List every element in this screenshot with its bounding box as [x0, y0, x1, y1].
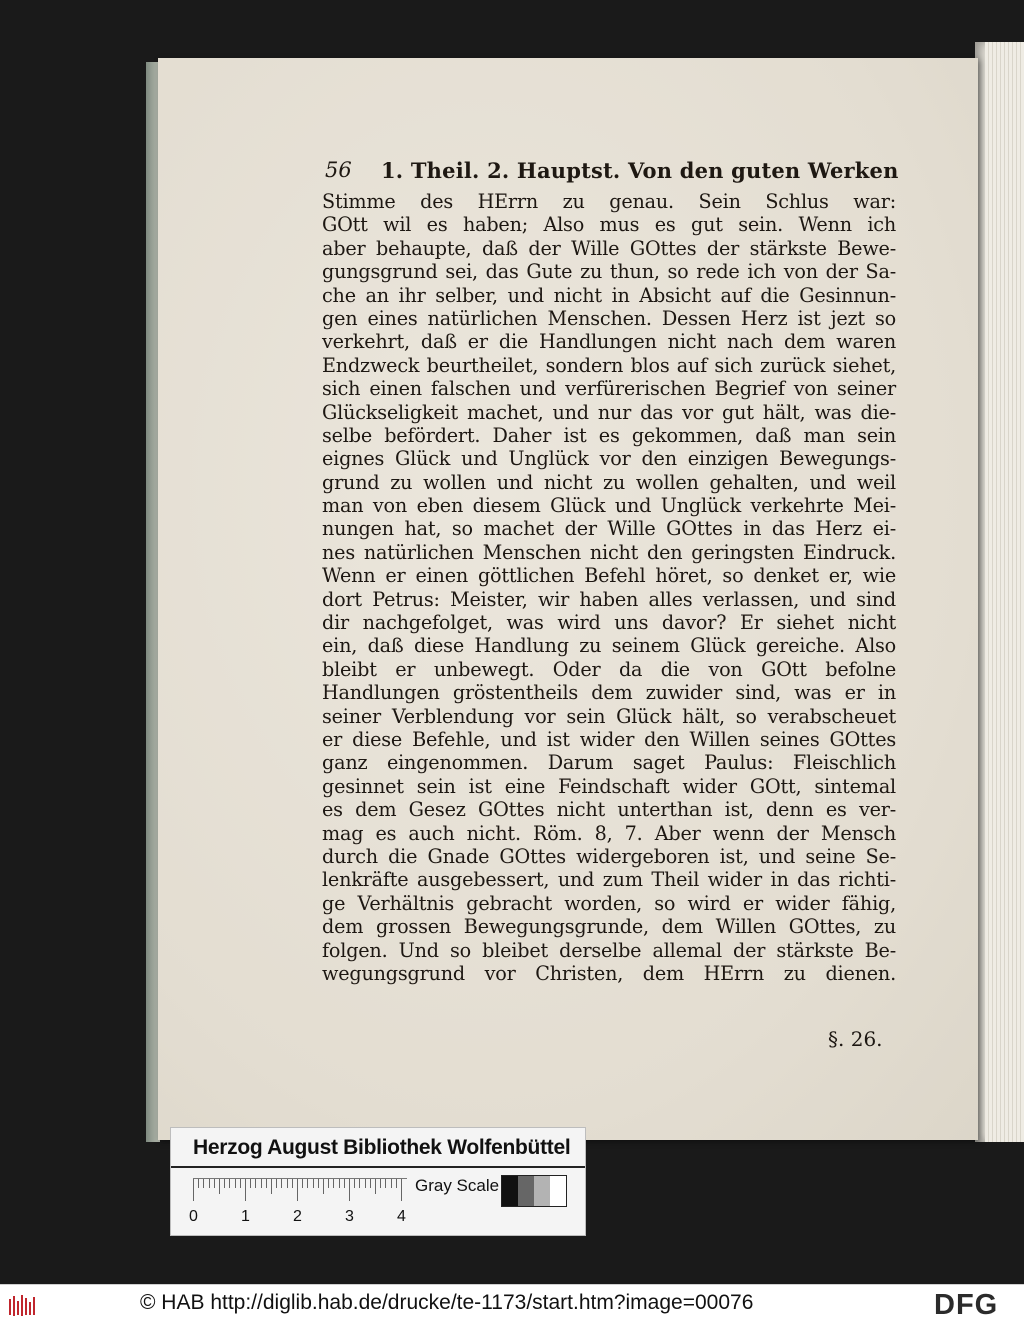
- text-line: ein, daß diese Handlung zu seinem Glück gereiche. Also: [322, 634, 896, 658]
- text-line: gungsgrund sei, das Gute zu thun, so rede ich von der Sa-: [322, 260, 896, 284]
- ruler-tick: [396, 1179, 397, 1188]
- text-line: ge Verhältnis gebracht worden, so wird er wider fähig,: [322, 891, 896, 915]
- text-line: er diese Befehle, und ist wider den Willen seines GOttes: [322, 727, 896, 751]
- ruler-tick: [261, 1179, 262, 1188]
- ruler-tick: [313, 1179, 314, 1188]
- text-line: ganz eingenommen. Darum saget Paulus: Fleischlich: [322, 751, 896, 775]
- text-line: Endzweck beurtheilet, sondern blos auf sich zurück siehet,: [322, 353, 896, 377]
- text-line: che an ihr selber, und nicht in Absicht auf die Gesinnun-: [322, 283, 896, 307]
- ruler-tick: [365, 1179, 366, 1188]
- ruler-tick: [307, 1179, 308, 1188]
- ruler-tick: [344, 1179, 345, 1188]
- text-line: Glückseligkeit machet, und nur das vor gut hält, was die-: [322, 400, 896, 424]
- text-line: dir nachgefolget, was wird uns davor? Er siehet nicht: [322, 611, 896, 635]
- ruler-tick: [235, 1179, 236, 1188]
- text-line: bleibt er unbewegt. Oder da die von GOtt befolne: [322, 657, 896, 681]
- text-line: nungen hat, so machet der Wille GOttes in das Herz ei-: [322, 517, 896, 541]
- text-line: Handlungen gröstentheils dem zuwider sind, was er in: [322, 681, 896, 705]
- ruler-tick: [385, 1179, 386, 1188]
- text-line: Wenn er einen göttlichen Befehl höret, so denket er, wie: [322, 564, 896, 588]
- target-divider: [171, 1166, 585, 1168]
- text-line: selbe befördert. Daher ist es gekommen, daß man sein: [322, 423, 896, 447]
- ruler-label: 0: [189, 1208, 198, 1225]
- running-head-title: 1. Theil. 2. Hauptst. Von den guten Werken: [381, 158, 899, 183]
- book-page-edges: [975, 42, 1024, 1142]
- text-line: durch die Gnade GOttes widergeboren ist, und seine Se-: [322, 844, 896, 868]
- ruler-tick: [318, 1179, 319, 1188]
- ruler-label: 2: [293, 1208, 302, 1225]
- ruler-tick: [229, 1179, 230, 1188]
- ruler-tick: [276, 1179, 277, 1188]
- ruler-label: 1: [241, 1208, 250, 1225]
- color-target-card: [170, 1127, 586, 1236]
- text-line: dort Petrus: Meister, wir haben alles verlassen, und sind: [322, 587, 896, 611]
- gray-patch: [502, 1176, 518, 1206]
- ruler-label: 4: [397, 1208, 406, 1225]
- text-line: es dem Gesez GOttes nicht unterthan ist, denn es ver-: [322, 798, 896, 822]
- text-line: seiner Verblendung vor sein Glück hält, so verabscheuet: [322, 704, 896, 728]
- text-line: eignes Glück und Unglück vor den einzigen Bewegungs-: [322, 447, 896, 471]
- gray-patch: [518, 1176, 534, 1206]
- text-line: man von eben diesem Glück und Unglück verkehrte Mei-: [322, 494, 896, 518]
- copyright-link[interactable]: © HAB http://diglib.hab.de/drucke/te-1173/start.htm?image=00076: [140, 1291, 754, 1314]
- footer-bar: [0, 1284, 1024, 1325]
- text-line: gen eines natürlichen Menschen. Dessen Herz ist jezt so: [322, 306, 896, 330]
- gray-scale-label: Gray Scale: [415, 1176, 500, 1195]
- text-line: verkehrt, daß er die Handlungen nicht nach dem waren: [322, 330, 896, 354]
- text-line: sich einen falschen und verfürerischen Begrief von seiner: [322, 377, 896, 401]
- ruler-tick: [323, 1179, 324, 1194]
- text-line: grund zu wollen und nicht zu wollen gehalten, und weil: [322, 470, 896, 494]
- ruler-label: 3: [345, 1208, 354, 1225]
- ruler-tick: [255, 1179, 256, 1188]
- text-line: Stimme des HErrn zu genau. Sein Schlus war:: [322, 190, 896, 213]
- library-name: Herzog August Bibliothek Wolfenbüttel: [193, 1136, 571, 1159]
- ruler-tick: [287, 1179, 288, 1188]
- text-line: folgen. Und so bleibet derselbe allemal der stärkste Be-: [322, 938, 896, 962]
- page-text: [322, 190, 896, 985]
- ruler-tick: [224, 1179, 225, 1188]
- ruler-tick: [209, 1179, 210, 1188]
- scale-ruler: [193, 1178, 407, 1203]
- ruler-tick: [198, 1179, 199, 1188]
- ruler-tick: [214, 1179, 215, 1188]
- ruler-tick: [349, 1179, 350, 1201]
- ruler-tick: [219, 1179, 220, 1194]
- catchword: §. 26.: [828, 1027, 883, 1051]
- ruler-tick: [370, 1179, 371, 1188]
- text-line: wegungsgrund vor Christen, dem HErrn zu dienen.: [322, 961, 896, 985]
- gray-patch: [534, 1176, 550, 1206]
- hab-logo-icon: [8, 1293, 38, 1319]
- ruler-tick: [266, 1179, 267, 1188]
- ruler-tick: [271, 1179, 272, 1194]
- ruler-tick: [302, 1179, 303, 1188]
- ruler-tick: [359, 1179, 360, 1188]
- running-head: [325, 152, 899, 190]
- text-line: lenkräfte ausgebessert, und zum Theil wider in das richti-: [322, 868, 896, 892]
- ruler-tick: [339, 1179, 340, 1188]
- text-line: GOtt wil es haben; Also mus es gut sein. Wenn ich: [322, 213, 896, 237]
- text-line: aber behaupte, daß der Wille GOttes der stärkste Bewe-: [322, 236, 896, 260]
- gray-patch: [550, 1176, 566, 1206]
- dfg-logo: DFG: [934, 1289, 999, 1321]
- ruler-tick: [380, 1179, 381, 1188]
- ruler-tick: [333, 1179, 334, 1188]
- ruler-tick: [391, 1179, 392, 1188]
- ruler-tick: [245, 1179, 246, 1201]
- ruler-tick: [250, 1179, 251, 1188]
- ruler-tick: [328, 1179, 329, 1188]
- ruler-tick: [203, 1179, 204, 1188]
- ruler-tick: [401, 1179, 402, 1201]
- ruler-tick: [281, 1179, 282, 1188]
- ruler-tick: [193, 1179, 194, 1201]
- ruler-tick: [292, 1179, 293, 1188]
- text-line: gesinnet sein ist eine Feindschaft wider GOtt, sintemal: [322, 774, 896, 798]
- ruler-tick: [354, 1179, 355, 1188]
- ruler-tick: [297, 1179, 298, 1201]
- gray-scale-patches: [501, 1175, 567, 1207]
- ruler-tick: [240, 1179, 241, 1188]
- text-line: nes natürlichen Menschen nicht den geringsten Eindruck.: [322, 540, 896, 564]
- text-line: dem grossen Bewegungsgrunde, dem Willen GOttes, zu: [322, 915, 896, 939]
- ruler-tick: [375, 1179, 376, 1194]
- text-line: mag es auch nicht. Röm. 8, 7. Aber wenn der Mensch: [322, 821, 896, 845]
- page-number: 56: [325, 158, 352, 182]
